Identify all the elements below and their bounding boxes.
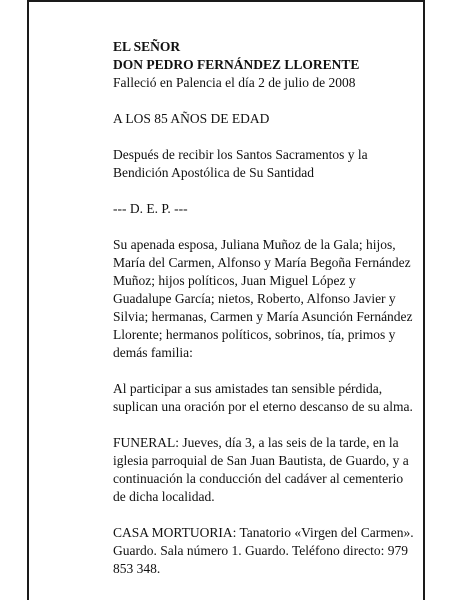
spacer	[113, 182, 418, 200]
request-paragraph: Al participar a sus amistades tan sensible pérdida, suplican una oración por el eterno descanso de su alma.	[113, 381, 413, 414]
deceased-name: DON PEDRO FERNÁNDEZ LLORENTE	[113, 57, 360, 72]
age-line: A LOS 85 AÑOS DE EDAD	[113, 111, 270, 126]
rip-line: --- D. E. P. ---	[113, 201, 188, 216]
spacer	[113, 362, 418, 380]
funeral-paragraph: FUNERAL: Jueves, día 3, a las seis de la tarde, en la iglesia parroquial de San Juan Bautista, de Guardo, y a continuación la conducción del cadáver al cementerio de dicha localidad.	[113, 435, 409, 504]
obituary-notice	[113, 38, 418, 578]
spacer	[113, 92, 418, 110]
death-info: Falleció en Palencia el día 2 de julio de 2008	[113, 75, 356, 90]
spacer	[113, 416, 418, 434]
family-paragraph: Su apenada esposa, Juliana Muñoz de la Gala; hijos, María del Carmen, Alfonso y María Begoña Fernández Muñoz; hijos políticos, Juan Miguel López y Guadalupe García; nietos, Roberto, Alfonso Javier y Silvia; hermanas, Carmen y María Asunción Fernández Llorente; hermanos políticos, sobrinos, tía, primos y demás familia:	[113, 237, 413, 360]
spacer	[113, 128, 418, 146]
title-line-1: EL SEÑOR	[113, 39, 181, 54]
sacraments-paragraph: Después de recibir los Santos Sacramentos y la Bendición Apostólica de Su Santidad	[113, 147, 368, 180]
spacer	[113, 506, 418, 524]
spacer	[113, 218, 418, 236]
mortuary-paragraph: CASA MORTUORIA: Tanatorio «Virgen del Carmen». Guardo. Sala número 1. Guardo. Teléfono directo: 979 853 348.	[113, 525, 414, 576]
